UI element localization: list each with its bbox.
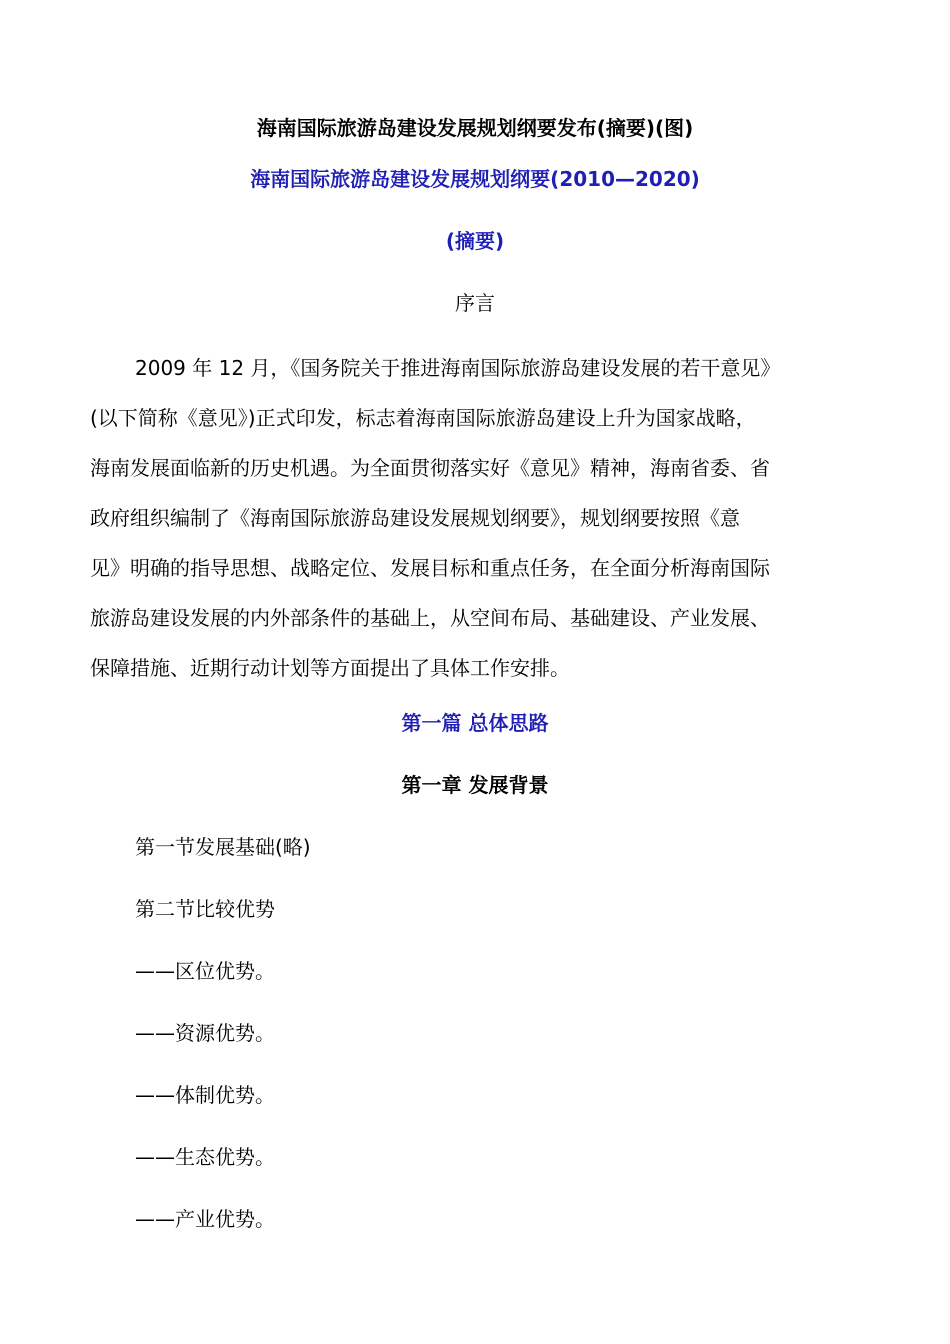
list-item: ——资源优势。: [135, 1021, 275, 1045]
preface-line: 旅游岛建设发展的内外部条件的基础上，从空间布局、基础建设、产业发展、: [90, 606, 770, 630]
section-heading: 第一节发展基础(略): [135, 835, 311, 859]
part-heading: 第一篇 总体思路: [401, 711, 549, 735]
list-item: ——产业优势。: [135, 1207, 275, 1231]
preface-line: 保障措施、近期行动计划等方面提出了具体工作安排。: [90, 656, 570, 680]
abstract-label: (摘要): [445, 229, 505, 253]
preface-paragraph: [90, 343, 860, 693]
document-title: 海南国际旅游岛建设发展规划纲要发布(摘要)(图): [256, 116, 694, 140]
preface-line: (以下简称《意见》)正式印发，标志着海南国际旅游岛建设上升为国家战略，: [90, 406, 756, 430]
preface-line: 见》明确的指导思想、战略定位、发展目标和重点任务，在全面分析海南国际: [90, 556, 770, 580]
list-item: ——区位优势。: [135, 959, 275, 983]
preface-line: 海南发展面临新的历史机遇。为全面贯彻落实好《意见》精神，海南省委、省: [90, 456, 770, 480]
chapter-heading: 第一章 发展背景: [401, 773, 549, 797]
document-subtitle: 海南国际旅游岛建设发展规划纲要(2010—2020): [250, 167, 700, 191]
list-item: ——体制优势。: [135, 1083, 275, 1107]
preface-line: 2009 年 12 月，《国务院关于推进海南国际旅游岛建设发展的若干意见》: [135, 356, 781, 380]
list-item: ——生态优势。: [135, 1145, 275, 1169]
preface-heading: 序言: [455, 291, 495, 315]
section-heading: 第二节比较优势: [135, 897, 275, 921]
preface-line: 政府组织编制了《海南国际旅游岛建设发展规划纲要》，规划纲要按照《意: [90, 506, 740, 530]
